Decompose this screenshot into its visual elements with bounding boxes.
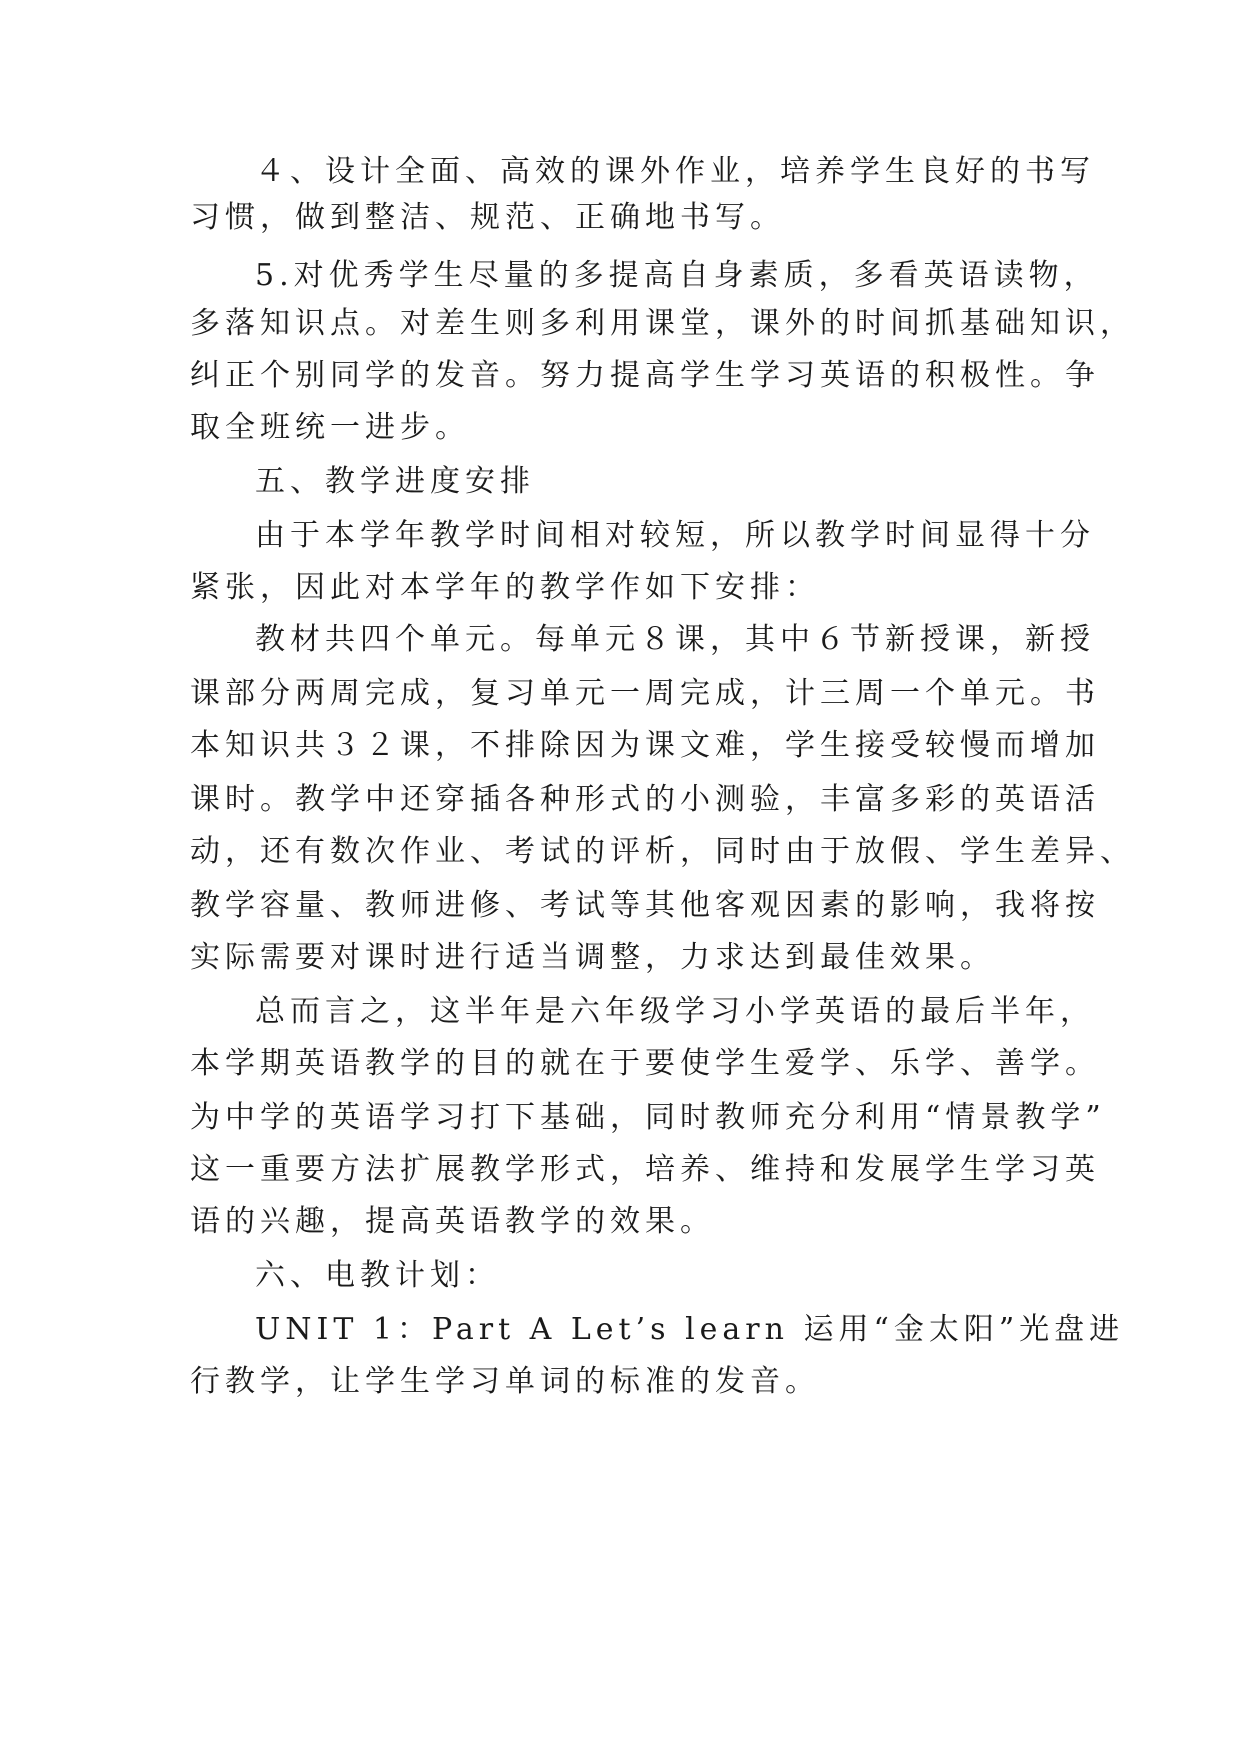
text-line: 语的兴趣，提高英语教学的效果。	[190, 1204, 715, 1239]
text-line: 纠正个别同学的发音。努力提高学生学习英语的积极性。争	[190, 358, 1100, 393]
text-line: 多落知识点。对差生则多利用课堂，课外的时间抓基础知识，	[190, 306, 1135, 341]
text-line: 本知识共３２课，不排除因为课文难，学生接受较慢而增加	[190, 728, 1100, 763]
text-line: 教学容量、教师进修、考试等其他客观因素的影响，我将按	[190, 888, 1100, 923]
text-line: 课时。教学中还穿插各种形式的小测验，丰富多彩的英语活	[190, 782, 1100, 817]
text-line: 为中学的英语学习打下基础，同时教师充分利用“情景教学”	[190, 1100, 1106, 1135]
section-heading: 六、电教计划：	[255, 1258, 500, 1293]
text-line: 紧张，因此对本学年的教学作如下安排：	[190, 570, 820, 605]
text-line: 习惯，做到整洁、规范、正确地书写。	[190, 200, 785, 235]
text-line: 由于本学年教学时间相对较短，所以教学时间显得十分	[255, 518, 1095, 553]
section-heading: 五、教学进度安排	[255, 464, 535, 499]
text-line: 总而言之，这半年是六年级学习小学英语的最后半年，	[255, 994, 1095, 1029]
text-line: ４、设计全面、高效的课外作业，培养学生良好的书写	[255, 154, 1095, 189]
text-line: 课部分两周完成，复习单元一周完成，计三周一个单元。书	[190, 676, 1100, 711]
text-line: 动，还有数次作业、考试的评析，同时由于放假、学生差异、	[190, 834, 1135, 869]
text-line: 取全班统一进步。	[190, 410, 470, 445]
text-line: 行教学，让学生学习单词的标准的发音。	[190, 1364, 820, 1399]
text-line: 本学期英语教学的目的就在于要使学生爱学、乐学、善学。	[190, 1046, 1100, 1081]
text-line: 5.对优秀学生尽量的多提高自身素质，多看英语读物，	[255, 258, 1099, 293]
text-line: 实际需要对课时进行适当调整，力求达到最佳效果。	[190, 940, 995, 975]
text-line: UNIT 1：Part A Let’s learn 运用“金太阳”光盘进	[255, 1312, 1125, 1347]
text-line: 这一重要方法扩展教学形式，培养、维持和发展学生学习英	[190, 1152, 1100, 1187]
text-line: 教材共四个单元。每单元８课，其中６节新授课，新授	[255, 622, 1095, 657]
